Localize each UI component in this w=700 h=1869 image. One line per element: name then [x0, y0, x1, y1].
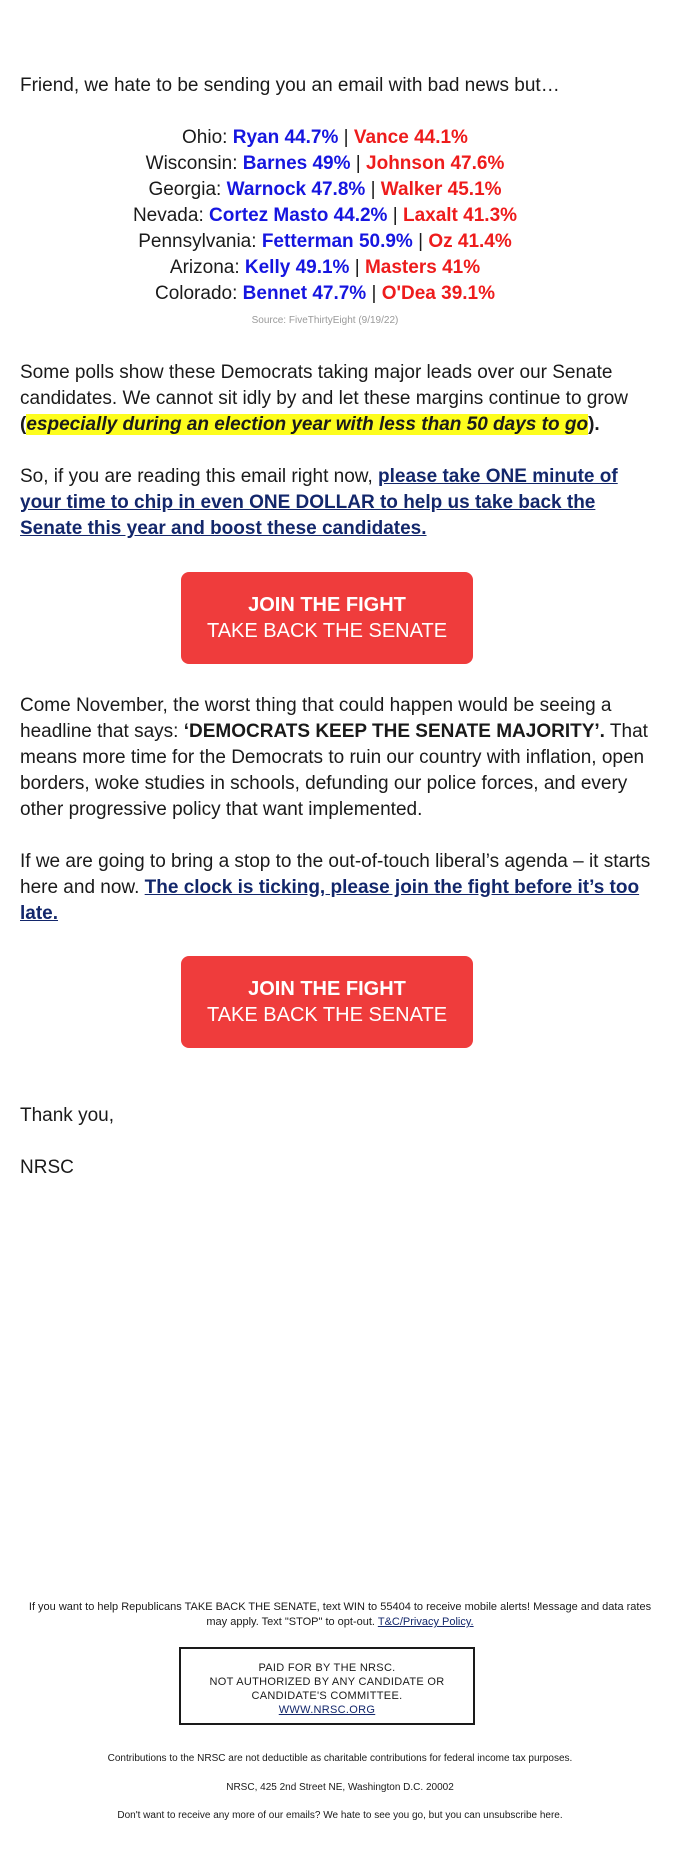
button-line-2: TAKE BACK THE SENATE — [206, 1004, 448, 1026]
poll-rep: Oz 41.4% — [428, 231, 512, 252]
poll-row-ohio — [0, 125, 650, 151]
signoff: Thank you, — [20, 1105, 114, 1126]
sms-notice — [20, 1600, 660, 1630]
join-fight-button-2[interactable] — [181, 956, 473, 1048]
poll-row-colorado — [0, 281, 650, 307]
join-fight-button[interactable] — [181, 572, 473, 664]
headline-quote: ‘DEMOCRATS KEEP THE SENATE MAJORITY’. — [183, 721, 605, 742]
poll-rep: Johnson 47.6% — [366, 153, 505, 174]
paragraph-text: Come November, the worst thing that could happen would be seeing a headline that says: — [20, 695, 612, 742]
poll-separator: | — [418, 231, 424, 252]
poll-row-nevada — [0, 203, 650, 229]
poll-separator: | — [355, 153, 361, 174]
paragraph-donate — [20, 464, 660, 542]
button-line-2: TAKE BACK THE SENATE — [206, 620, 448, 642]
poll-separator: | — [370, 179, 376, 200]
poll-dem: Kelly 49.1% — [244, 257, 350, 278]
intro-text: Friend, we hate to be sending you an email with bad news but… — [20, 75, 560, 96]
poll-source: Source: FiveThirtyEight (9/19/22) — [251, 315, 399, 326]
poll-dem: Fetterman 50.9% — [261, 231, 413, 252]
poll-row-pennsylvania — [0, 229, 650, 255]
poll-state: Georgia: — [148, 179, 222, 200]
poll-separator: | — [354, 257, 360, 278]
tax-note: Contributions to the NRSC are not deductible as charitable contributions for federal income tax purposes. — [107, 1753, 573, 1764]
poll-row-wisconsin — [0, 151, 650, 177]
paragraph-text-after: That means more time for the Democrats to ruin our country with inflation, open borders, woke studies in schools, defunding our police forces, and every other progressive policy that want implemented. — [20, 721, 648, 820]
address: NRSC, 425 2nd Street NE, Washington D.C. 20002 — [226, 1782, 454, 1793]
sms-text: If you want to help Republicans TAKE BACK THE SENATE, text WIN to 55404 to receive mobile alerts! Message and data rates may apply. Text "STOP" to opt-out. — [28, 1601, 652, 1628]
close-paren: ). — [588, 414, 600, 435]
poll-dem: Cortez Masto 44.2% — [209, 205, 388, 226]
poll-state: Nevada: — [132, 205, 204, 226]
poll-separator: | — [392, 205, 398, 226]
disclaimer-line: PAID FOR BY THE NRSC. — [258, 1662, 396, 1674]
join-fight-link[interactable]: The clock is ticking, please join the fight before it’s too late. — [20, 877, 640, 924]
poll-state: Wisconsin: — [145, 153, 238, 174]
poll-rep: Walker 45.1% — [380, 179, 502, 200]
poll-separator: | — [343, 127, 349, 148]
paid-for-disclaimer — [179, 1647, 475, 1725]
nrsc-website-link[interactable]: WWW.NRSC.ORG — [278, 1704, 376, 1716]
privacy-policy-link[interactable]: T&C/Privacy Policy. — [377, 1616, 474, 1628]
poll-separator: | — [371, 283, 377, 304]
paragraph-text: So, if you are reading this email right now, — [20, 466, 373, 487]
unsubscribe-text[interactable]: Don't want to receive any more of our emails? We hate to see you go, but you can unsubscribe here. — [117, 1810, 563, 1821]
disclaimer-line: NOT AUTHORIZED BY ANY CANDIDATE OR — [209, 1676, 445, 1688]
paragraph-text: Some polls show these Democrats taking major leads over our Senate candidates. We cannot sit idly by and let these margins continue to grow — [20, 362, 628, 409]
signature: NRSC — [20, 1157, 74, 1178]
button-line-1: JOIN THE FIGHT — [248, 594, 406, 616]
open-paren: ( — [20, 414, 27, 435]
highlight-text: especially during an election year with less than 50 days to go — [26, 414, 589, 435]
donate-link[interactable]: please take ONE minute of your time to chip in even ONE DOLLAR to help us take back the Senate this year and boost these candidates. — [20, 466, 618, 539]
poll-state: Pennsylvania: — [138, 231, 257, 252]
paragraph-agenda — [20, 849, 660, 927]
paragraph-text: If we are going to bring a stop to the out-of-touch liberal’s agenda – it starts here and now. — [20, 851, 651, 898]
poll-dem: Warnock 47.8% — [226, 179, 366, 200]
poll-dem: Barnes 49% — [242, 153, 351, 174]
button-line-1: JOIN THE FIGHT — [248, 978, 406, 1000]
poll-row-arizona — [0, 255, 650, 281]
poll-list — [0, 125, 650, 307]
poll-rep: Vance 44.1% — [353, 127, 468, 148]
poll-state: Ohio: — [182, 127, 228, 148]
paragraph-november — [20, 693, 660, 823]
poll-dem: Ryan 44.7% — [232, 127, 339, 148]
disclaimer-line: CANDIDATE'S COMMITTEE. — [251, 1690, 403, 1702]
poll-dem: Bennet 47.7% — [242, 283, 367, 304]
poll-row-georgia — [0, 177, 650, 203]
poll-rep: Masters 41% — [364, 257, 481, 278]
poll-state: Colorado: — [154, 283, 238, 304]
paragraph-polls — [20, 360, 660, 438]
poll-rep: Laxalt 41.3% — [402, 205, 518, 226]
poll-rep: O'Dea 39.1% — [381, 283, 496, 304]
poll-state: Arizona: — [169, 257, 240, 278]
